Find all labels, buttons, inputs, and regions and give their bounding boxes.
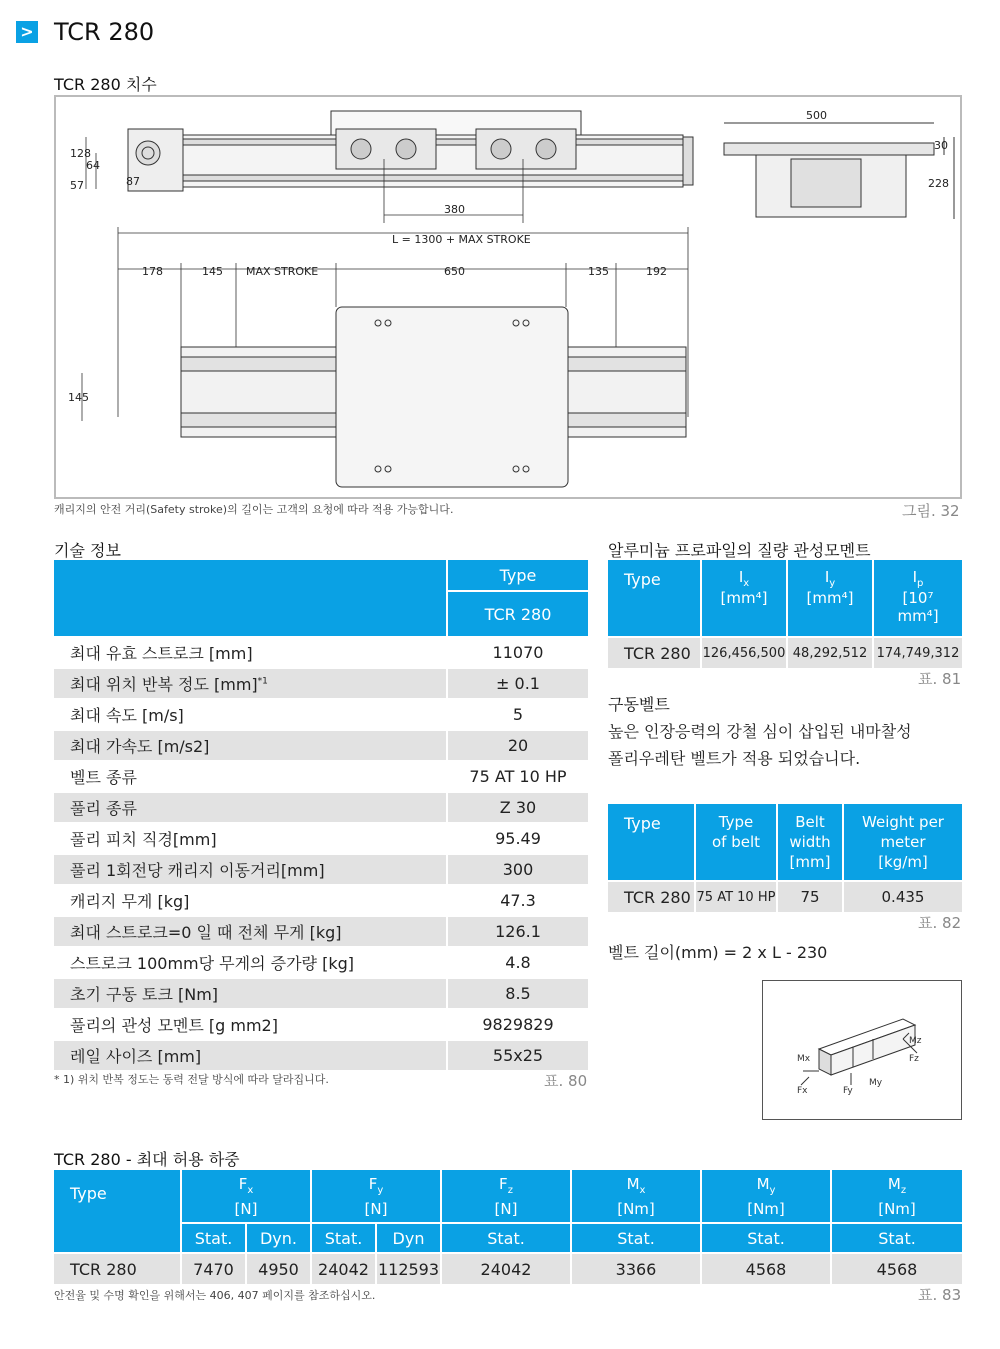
loads-fz-stat-header: Stat. xyxy=(442,1224,570,1252)
inertia-title: 알루미늄 프로파일의 질량 관성모멘트 xyxy=(608,541,871,560)
dim-178: 178 xyxy=(142,265,163,278)
dimensions-note: 캐리지의 안전 거리(Safety stroke)의 길이는 고객의 요청에 따라 적용 가능합니다. xyxy=(54,503,454,516)
loads-fy-stat-header: Stat. xyxy=(312,1224,375,1252)
loads-type-header: Type xyxy=(54,1170,180,1252)
inertia-row-type: TCR 280 xyxy=(608,638,700,668)
belt-length-formula: 벨트 길이(mm) = 2 x L - 230 xyxy=(608,943,828,962)
axis-fx-label: Fx xyxy=(797,1086,808,1096)
loads-row-mx: 3366 xyxy=(572,1254,700,1284)
tech-header-blank xyxy=(54,560,446,636)
axes-figure xyxy=(762,980,962,1120)
axis-fz-label: Fz xyxy=(909,1054,919,1064)
loads-table-label: 표. 83 xyxy=(918,1286,962,1304)
tech-row-value: 55x25 xyxy=(448,1041,588,1070)
tech-row-label: 풀리 1회전당 캐리지 이동거리[mm] xyxy=(54,855,446,884)
tech-row-value: 9829829 xyxy=(448,1010,588,1039)
tech-row-label: 레일 사이즈 [mm] xyxy=(54,1041,446,1070)
carriage-plate xyxy=(336,307,568,487)
dim-228: 228 xyxy=(928,177,949,190)
dim-192: 192 xyxy=(646,265,667,278)
dimension-drawing-svg xyxy=(56,97,960,497)
inertia-type-header: Type xyxy=(608,560,700,636)
dim-145: 145 xyxy=(202,265,223,278)
dim-max-stroke: MAX STROKE xyxy=(246,265,319,278)
dim-135: 135 xyxy=(588,265,609,278)
figure-label: 그림. 32 xyxy=(902,502,960,520)
dim-total: L = 1300 + MAX STROKE xyxy=(392,233,531,246)
loads-mx-stat-header: Stat. xyxy=(572,1224,700,1252)
inertia-row-iy: 48,292,512 xyxy=(788,638,872,668)
belt-desc-1: 높은 인장응력의 강철 심이 삽입된 내마찰성 xyxy=(608,722,912,741)
tech-row-label: 최대 스트로크=0 일 때 전체 무게 [kg] xyxy=(54,917,446,946)
loads-mz-header: $M_z$ [Nm] xyxy=(832,1170,962,1222)
loads-my-stat-header: Stat. xyxy=(702,1224,830,1252)
loads-fx-stat-header: Stat. xyxy=(182,1224,245,1252)
tech-row-value: 5 xyxy=(448,700,588,729)
inertia-table xyxy=(606,558,964,670)
loads-mz-stat-header: Stat. xyxy=(832,1224,962,1252)
belt-weight-header: Weight per meter [kg/m] xyxy=(844,804,962,880)
dim-30: 30 xyxy=(934,139,948,152)
axis-my-label: My xyxy=(869,1078,883,1088)
tech-row-value: 20 xyxy=(448,731,588,760)
loads-row-fy-stat: 24042 xyxy=(312,1254,375,1284)
tech-row-value: 47.3 xyxy=(448,886,588,915)
loads-row-fz: 24042 xyxy=(442,1254,570,1284)
loads-row-fy-dyn: 112593 xyxy=(377,1254,440,1284)
tech-row-label: 최대 위치 반복 정도 [mm]$^{*1}$ xyxy=(54,669,446,698)
tech-table-label: 표. 80 xyxy=(544,1072,588,1090)
tech-type-header: Type xyxy=(448,560,588,590)
tech-row-label: 풀리 종류 xyxy=(54,793,446,822)
tech-row-label: 최대 가속도 [m/s2] xyxy=(54,731,446,760)
loads-row-fx-stat: 7470 xyxy=(182,1254,245,1284)
axis-mx-label: Mx xyxy=(797,1054,811,1064)
tech-row-value: 126.1 xyxy=(448,917,588,946)
dimension-drawing xyxy=(54,95,962,499)
loads-mx-header: $M_x$ [Nm] xyxy=(572,1170,700,1222)
tech-row-value: ± 0.1 xyxy=(448,669,588,698)
belt-row-weight: 0.435 xyxy=(844,882,962,912)
inertia-row-ip: 174,749,312 xyxy=(874,638,962,668)
dim-145v: 145 xyxy=(68,391,89,404)
tech-row-value: 75 AT 10 HP xyxy=(448,762,588,791)
tech-row-value: 4.8 xyxy=(448,948,588,977)
loads-fx-header: $F_x$ [N] xyxy=(182,1170,310,1222)
inertia-iy-header: $I_y$ [mm⁴] xyxy=(788,560,872,636)
belt-row-belt: 75 AT 10 HP xyxy=(696,882,776,912)
loads-fy-dyn-header: Dyn xyxy=(377,1224,440,1252)
belt-type-of-belt-header: Type of belt xyxy=(696,804,776,880)
tech-row-label: 풀리 피치 직경[mm] xyxy=(54,824,446,853)
axis-mz-label: Mz xyxy=(909,1036,922,1046)
dimensions-title: TCR 280 치수 xyxy=(54,75,157,94)
tech-row-label: 최대 유효 스트로크 [mm] xyxy=(54,638,446,667)
inertia-ix-header: $I_x$ [mm⁴] xyxy=(702,560,786,636)
loads-fy-header: $F_y$ [N] xyxy=(312,1170,440,1222)
loads-fx-dyn-header: Dyn. xyxy=(247,1224,310,1252)
tech-row-value: Z 30 xyxy=(448,793,588,822)
loads-note: 안전율 및 수명 확인을 위해서는 406, 407 페이지를 참조하십시오. xyxy=(54,1289,376,1302)
belt-title: 구동벨트 xyxy=(608,695,670,714)
tech-row-label: 캐리지 무게 [kg] xyxy=(54,886,446,915)
dim-380: 380 xyxy=(444,203,465,216)
loads-row-my: 4568 xyxy=(702,1254,830,1284)
belt-type-header: Type xyxy=(608,804,694,880)
loads-title: TCR 280 - 최대 허용 하중 xyxy=(54,1150,240,1169)
loads-my-header: $M_y$ [Nm] xyxy=(702,1170,830,1222)
axis-fy-label: Fy xyxy=(843,1086,853,1096)
belt-row-type: TCR 280 xyxy=(608,882,694,912)
tech-row-label: 스트로크 100mm당 무게의 증가량 [kg] xyxy=(54,948,446,977)
loads-row-type: TCR 280 xyxy=(54,1254,180,1284)
tech-row-value: 95.49 xyxy=(448,824,588,853)
tech-row-label: 풀리의 관성 모멘트 [g mm2] xyxy=(54,1010,446,1039)
belt-width-header: Belt width [mm] xyxy=(778,804,842,880)
dim-128: 128 xyxy=(70,147,91,160)
tech-row-label: 초기 구동 토크 [Nm] xyxy=(54,979,446,1008)
tech-row-value: 11070 xyxy=(448,638,588,667)
tech-model-header: TCR 280 xyxy=(448,592,588,636)
section-arrow-icon: > xyxy=(16,21,38,43)
dim-87: 87 xyxy=(126,175,140,188)
tech-footnote: * 1) 위치 반복 정도는 동력 전달 방식에 따라 달라집니다. xyxy=(54,1073,329,1086)
loads-table xyxy=(52,1168,964,1286)
inertia-row-ix: 126,456,500 xyxy=(702,638,786,668)
dim-500: 500 xyxy=(806,109,827,122)
belt-table-label: 표. 82 xyxy=(918,914,962,932)
inertia-table-label: 표. 81 xyxy=(918,670,962,688)
belt-table xyxy=(606,802,964,914)
tech-row-value: 300 xyxy=(448,855,588,884)
tech-row-label: 최대 속도 [m/s] xyxy=(54,700,446,729)
tech-row-label: 벨트 종류 xyxy=(54,762,446,791)
axes-figure-svg xyxy=(763,981,961,1119)
tech-table xyxy=(52,558,590,1072)
tech-row-value: 8.5 xyxy=(448,979,588,1008)
belt-row-width: 75 xyxy=(778,882,842,912)
tech-title: 기술 정보 xyxy=(54,541,121,560)
loads-row-fx-dyn: 4950 xyxy=(247,1254,310,1284)
belt-desc-2: 폴리우레탄 벨트가 적용 되었습니다. xyxy=(608,749,861,768)
loads-fz-header: $F_z$ [N] xyxy=(442,1170,570,1222)
loads-row-mz: 4568 xyxy=(832,1254,962,1284)
inertia-ip-header: $I_p$ [10⁷ mm⁴] xyxy=(874,560,962,636)
dim-57: 57 xyxy=(70,179,84,192)
page-title: TCR 280 xyxy=(54,18,155,46)
dim-64: 64 xyxy=(86,159,100,172)
dim-650: 650 xyxy=(444,265,465,278)
